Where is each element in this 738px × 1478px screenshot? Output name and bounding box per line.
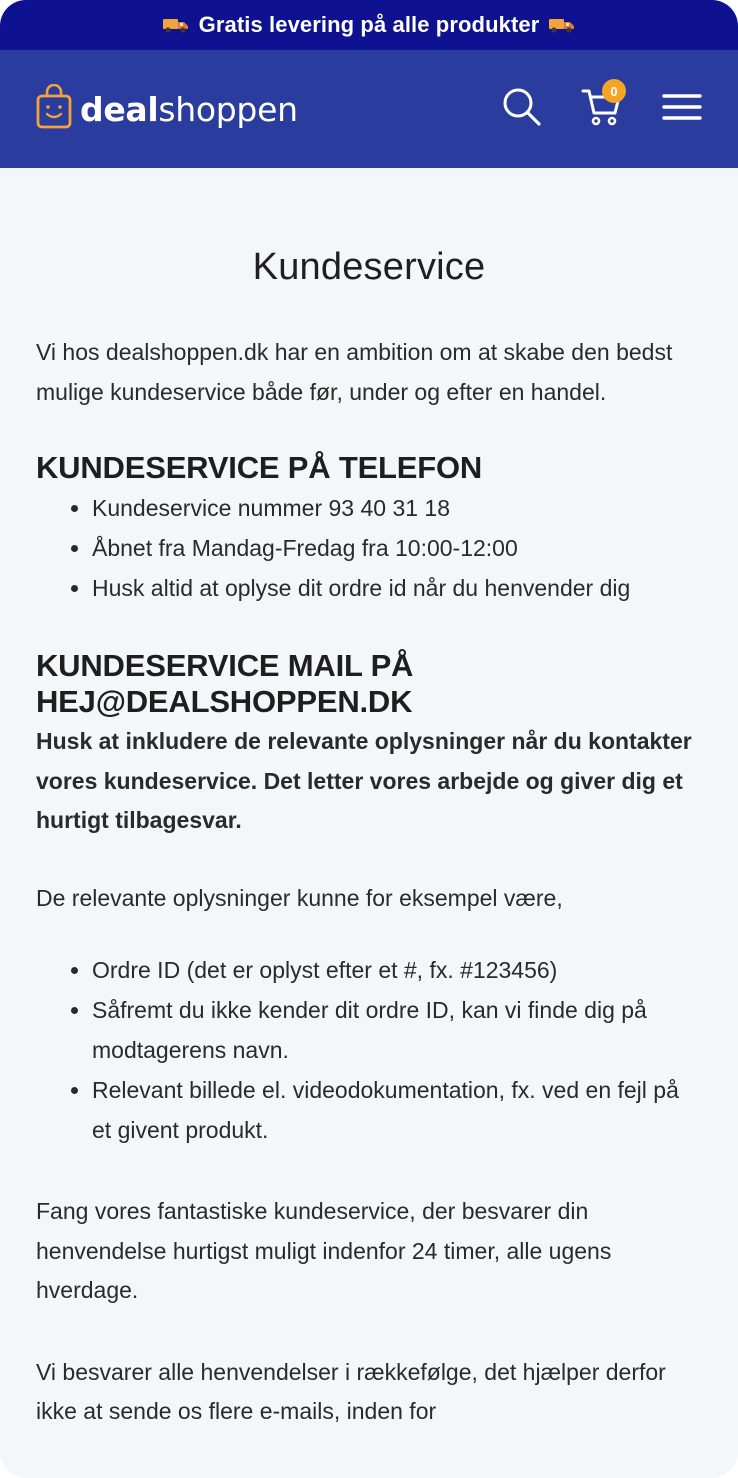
cart-count-badge: 0 <box>602 79 626 103</box>
header-actions <box>500 83 704 131</box>
list-item: • Ordre ID (det er oplyst efter et #, fx. #123456) <box>92 950 702 990</box>
search-button[interactable] <box>500 87 544 131</box>
logo-wordmark: dealshoppen <box>80 89 298 129</box>
cart-button[interactable] <box>580 83 624 131</box>
mail-instructions: Husk at inkludere de relevante oplysninger når du kontakter vores kundeservice. Det letter vores arbejde og giver dig et hurtigt tilbagesvar. <box>36 728 692 833</box>
queue-paragraph: Vi besvarer alle henvendelser i rækkefølge, det hjælper derfor ikke at sende os flere e-mails, inden for <box>36 1358 666 1424</box>
announcement-bar <box>0 0 738 50</box>
announcement-text: Gratis levering på alle produkter <box>198 12 540 37</box>
list-item: • Åbnet fra Mandag-Fredag fra 10:00-12:00 <box>92 528 702 568</box>
response-time-paragraph: Fang vores fantastiske kundeservice, der besvarer din henvendelse hurtigst muligt indenfor 24 timer, alle ugens hverdage. <box>36 1198 612 1303</box>
truck-icon <box>163 17 189 33</box>
phone-section-heading: KUNDESERVICE PÅ TELEFON <box>36 450 483 485</box>
site-header <box>0 50 738 168</box>
search-icon <box>501 86 543 133</box>
page-title: Kundeservice <box>252 246 486 288</box>
hamburger-menu-icon <box>662 92 702 127</box>
list-item: • Kundeservice nummer 93 40 31 18 <box>92 488 702 528</box>
list-item: • Såfremt du ikke kender dit ordre ID, kan vi finde dig på modtagerens navn. <box>92 990 702 1070</box>
truck-icon <box>549 17 575 33</box>
main-content <box>0 168 738 1432</box>
list-item: • Husk altid at oplyse dit ordre id når du henvender dig <box>92 568 702 608</box>
list-item: • Relevant billede el. videodokumentation, fx. ved en fejl på et givent produkt. <box>92 1070 702 1150</box>
logo[interactable] <box>36 84 298 135</box>
info-intro-paragraph: De relevante oplysninger kunne for eksempel være, <box>36 884 563 911</box>
shopping-bag-smile-icon <box>36 84 72 135</box>
relevant-info-list <box>36 950 702 1150</box>
mail-section-heading: KUNDESERVICE MAIL PÅ HEJ@DEALSHOPPEN.DK <box>36 648 414 719</box>
intro-paragraph: Vi hos dealshoppen.dk har en ambition om at skabe den bedst mulige kundeservice både før, under og efter en handel. <box>36 339 673 405</box>
menu-button[interactable] <box>660 87 704 131</box>
phone-info-list <box>36 488 702 608</box>
